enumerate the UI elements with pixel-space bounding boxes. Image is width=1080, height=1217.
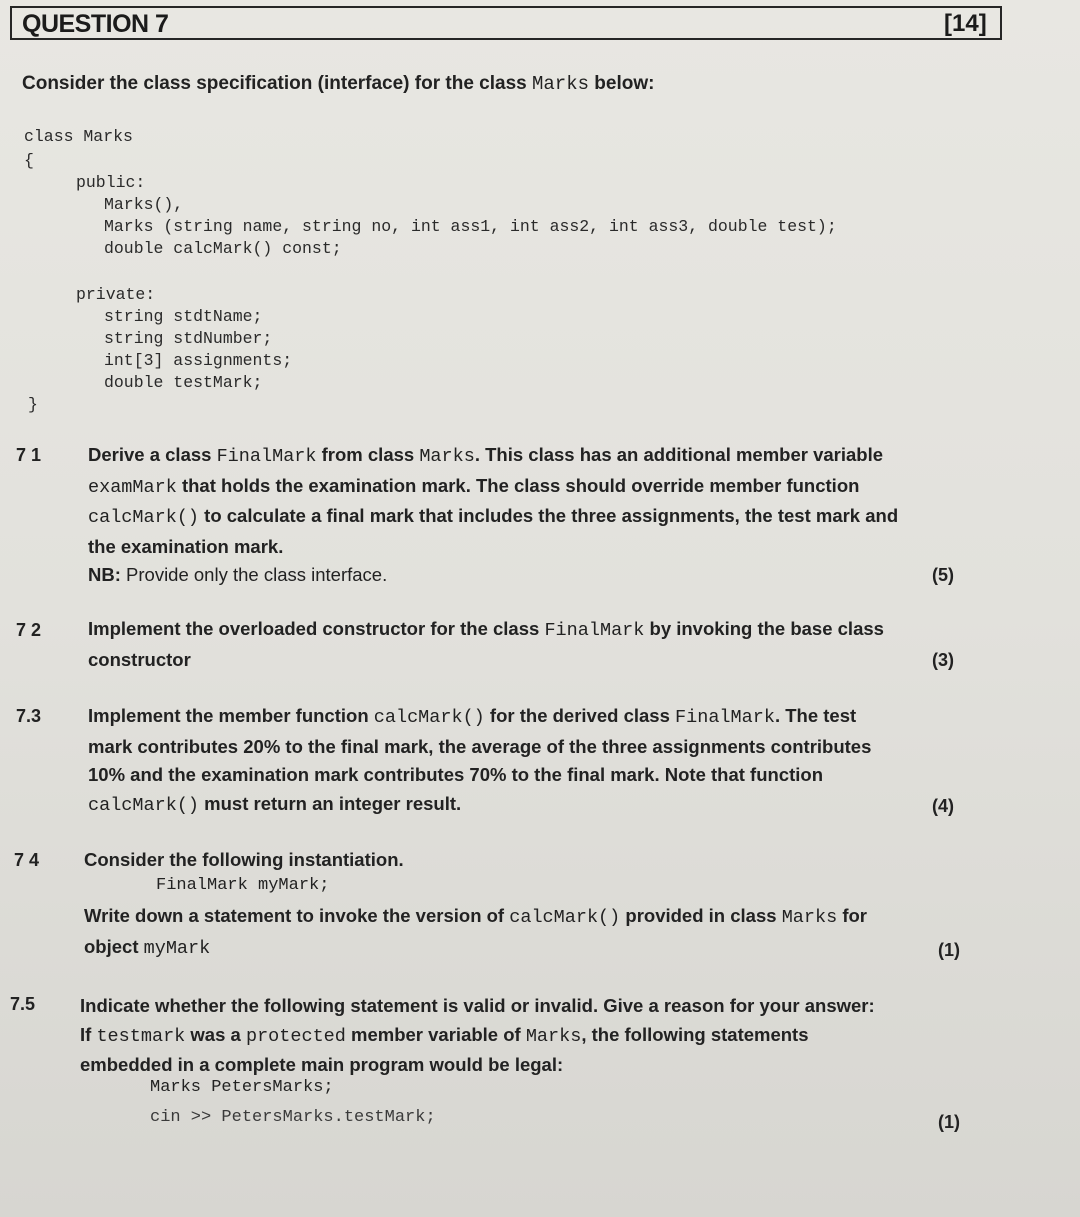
marks-7-2: (3) <box>932 650 954 670</box>
question-7-4-code: FinalMark myMark; <box>156 876 330 895</box>
code-line: { <box>24 151 34 170</box>
question-7-4-line1: Consider the following instantiation. <box>84 849 404 870</box>
code-line: double calcMark() const; <box>104 239 342 258</box>
question-7-5-code-1: Marks PetersMarks; <box>150 1078 334 1097</box>
question-number: 7 2 <box>16 620 42 640</box>
code-line: double testMark; <box>104 373 263 392</box>
question-number: 7 4 <box>14 850 40 870</box>
code-line: string stdNumber; <box>104 329 273 348</box>
marks-7-4: (1) <box>938 940 960 960</box>
question-7-5-code-2: cin >> PetersMarks.testMark; <box>150 1108 436 1127</box>
code-line: Marks (string name, string no, int ass1, int ass2, int ass3, double test); <box>104 217 837 236</box>
marks-7-3: (4) <box>932 796 954 816</box>
question-7-1-text: Derive a class FinalMark from class Marks. This class has an additional member variable examMark that holds the examination mark. The class should override member function calcMark() to calculate a final mark that includes the three assignments, the test mark and the examination mark. NB: Provide only the class interface. <box>88 444 899 585</box>
code-line: Marks(), <box>104 195 184 214</box>
question-7-4-text: Write down a statement to invoke the version of calcMark() provided in class Marks for object myMark <box>84 905 868 959</box>
question-total-marks: [14] <box>944 10 987 37</box>
marks-7-5: (1) <box>938 1112 960 1132</box>
question-number: 7.3 <box>16 706 42 726</box>
question-7-2-text: Implement the overloaded constructor for the class FinalMark by invoking the base class constructor <box>88 618 884 670</box>
code-line: public: <box>76 173 146 192</box>
question-number: 7 1 <box>16 445 42 465</box>
marks-7-1: (5) <box>932 565 954 585</box>
question-7-3-text: Implement the member function calcMark() for the derived class FinalMark. The test mark contributes 20% to the final mark, the average of the three assignments contributes 10% and the examination mark contributes 70% to the final mark. Note that function calcMark() must return an integer result. <box>88 705 872 816</box>
question-7-5-text: Indicate whether the following statement is valid or invalid. Give a reason for your answer: If testmark was a protected member variable of Marks, the following statements embedded in a complete main program would be legal: <box>80 995 875 1075</box>
intro-text: Consider the class specification (interface) for the class Marks below: <box>22 73 655 95</box>
question-title: QUESTION 7 <box>22 10 169 38</box>
question-number: 7.5 <box>10 994 36 1014</box>
code-line: string stdtName; <box>104 307 263 326</box>
code-line: int[3] assignments; <box>104 351 293 370</box>
code-line: class Marks <box>24 127 133 146</box>
code-line: private: <box>76 285 156 304</box>
code-line: } <box>28 395 38 414</box>
